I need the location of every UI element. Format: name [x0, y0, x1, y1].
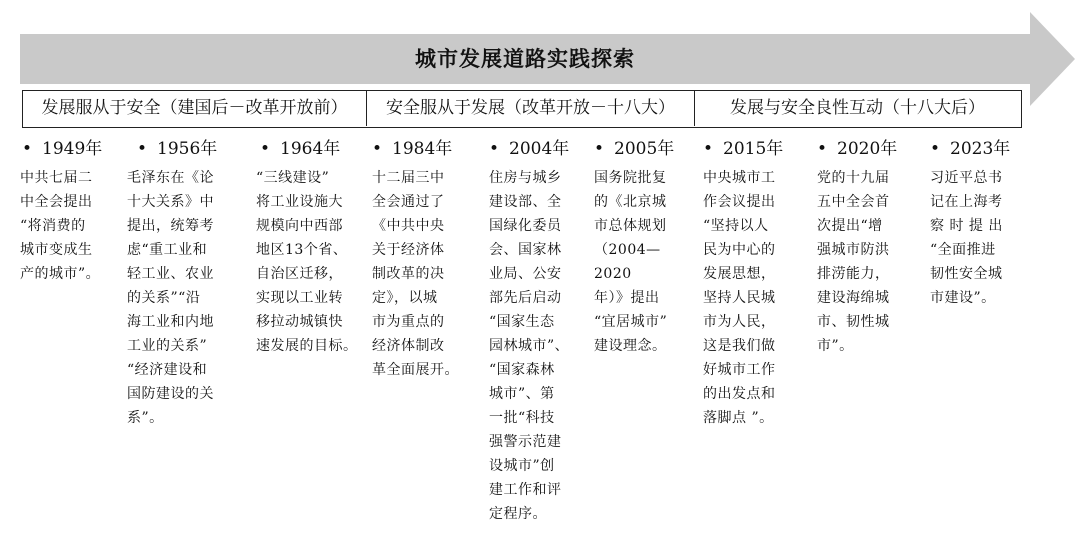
diagram-title: 城市发展道路实践探索 — [415, 46, 635, 71]
event-year: • 2005年 — [594, 136, 696, 162]
event-year: • 1956年 — [127, 136, 239, 162]
event-year: • 1949年 — [20, 136, 120, 162]
event-description: 住房与城乡 建设部、全 国绿化委员 会、国家林 业局、公安 部先后启动 “国家生态 园林城市”、 “国家森林 城市”、第 一批“科技 强警示范建 设城市”创 建工作和评 定程序。 — [489, 170, 570, 522]
event-year: • 2020年 — [817, 136, 922, 162]
bullet-icon: • — [817, 139, 828, 159]
event-description: 十二届三中 全会通过了 《中共中央 关于经济体 制改革的决 定》，以城 市为重点的 经济体制改 革全面展开。 — [372, 170, 459, 378]
event-description: “三线建设” 将工业设施大 规模向中西部 地区13个省、 自治区迁移， 实现以工业转 移拉动城镇快 速发展的目标。 — [256, 170, 358, 354]
bullet-icon: • — [260, 139, 271, 159]
bullet-icon: • — [594, 139, 605, 159]
bullet-icon: • — [372, 139, 383, 159]
phase-1-label: 发展服从于安全（建国后－改革开放前） — [23, 91, 367, 126]
phase-2-label: 安全服从于发展（改革开放－十八大） — [367, 91, 695, 126]
event-2023 — [930, 136, 1030, 310]
event-description: 习近平总书 记在上海考 察 时 提 出 “全面推进 韧性安全城 市建设”。 — [930, 170, 1003, 306]
event-description: 毛泽东在《论 十大关系》中 提出，统筹考 虑“重工业和 轻工业、农业 的关系”“沿 海工业和内地 工业的关系” “经济建设和 国防建设的关 系”。 — [127, 170, 214, 426]
bullet-icon: • — [22, 139, 33, 159]
event-2015 — [703, 136, 811, 430]
event-1964 — [256, 136, 371, 358]
event-2004 — [489, 136, 589, 526]
event-2020 — [817, 136, 922, 358]
bullet-icon: • — [703, 139, 714, 159]
event-description: 国务院批复 的《北京城 市总体规划 （2004—2020 年）》提出 “宜居城市” 建设理念。 — [594, 170, 668, 354]
event-2005 — [594, 136, 696, 358]
bullet-icon: • — [137, 139, 148, 159]
event-1949 — [20, 136, 120, 286]
phase-3-label: 发展与安全良性互动（十八大后） — [730, 98, 985, 118]
event-year: • 2023年 — [930, 136, 1030, 162]
event-year: • 2004年 — [489, 136, 589, 162]
event-description: 党的十九届 五中全会首 次提出“增 强城市防洪 排涝能力， 建设海绵城 市、韧性城 市”。 — [817, 170, 890, 354]
phase-row — [22, 90, 1022, 128]
event-year: • 2015年 — [703, 136, 811, 162]
bullet-icon: • — [489, 139, 500, 159]
event-1956 — [127, 136, 239, 430]
bullet-icon: • — [930, 139, 941, 159]
event-description: 中央城市工 作会议提出 “坚持以人 民为中心的 发展思想， 坚持人民城 市为人民， 这是我们做 好城市工作 的出发点和 落脚点 ”。 — [703, 170, 776, 426]
event-description: 中共七届二 中全会提出 “将消费的 城市变成生 产的城市”。 — [20, 170, 101, 282]
event-year: • 1964年 — [256, 136, 371, 162]
event-1984 — [372, 136, 477, 382]
event-year: • 1984年 — [372, 136, 477, 162]
